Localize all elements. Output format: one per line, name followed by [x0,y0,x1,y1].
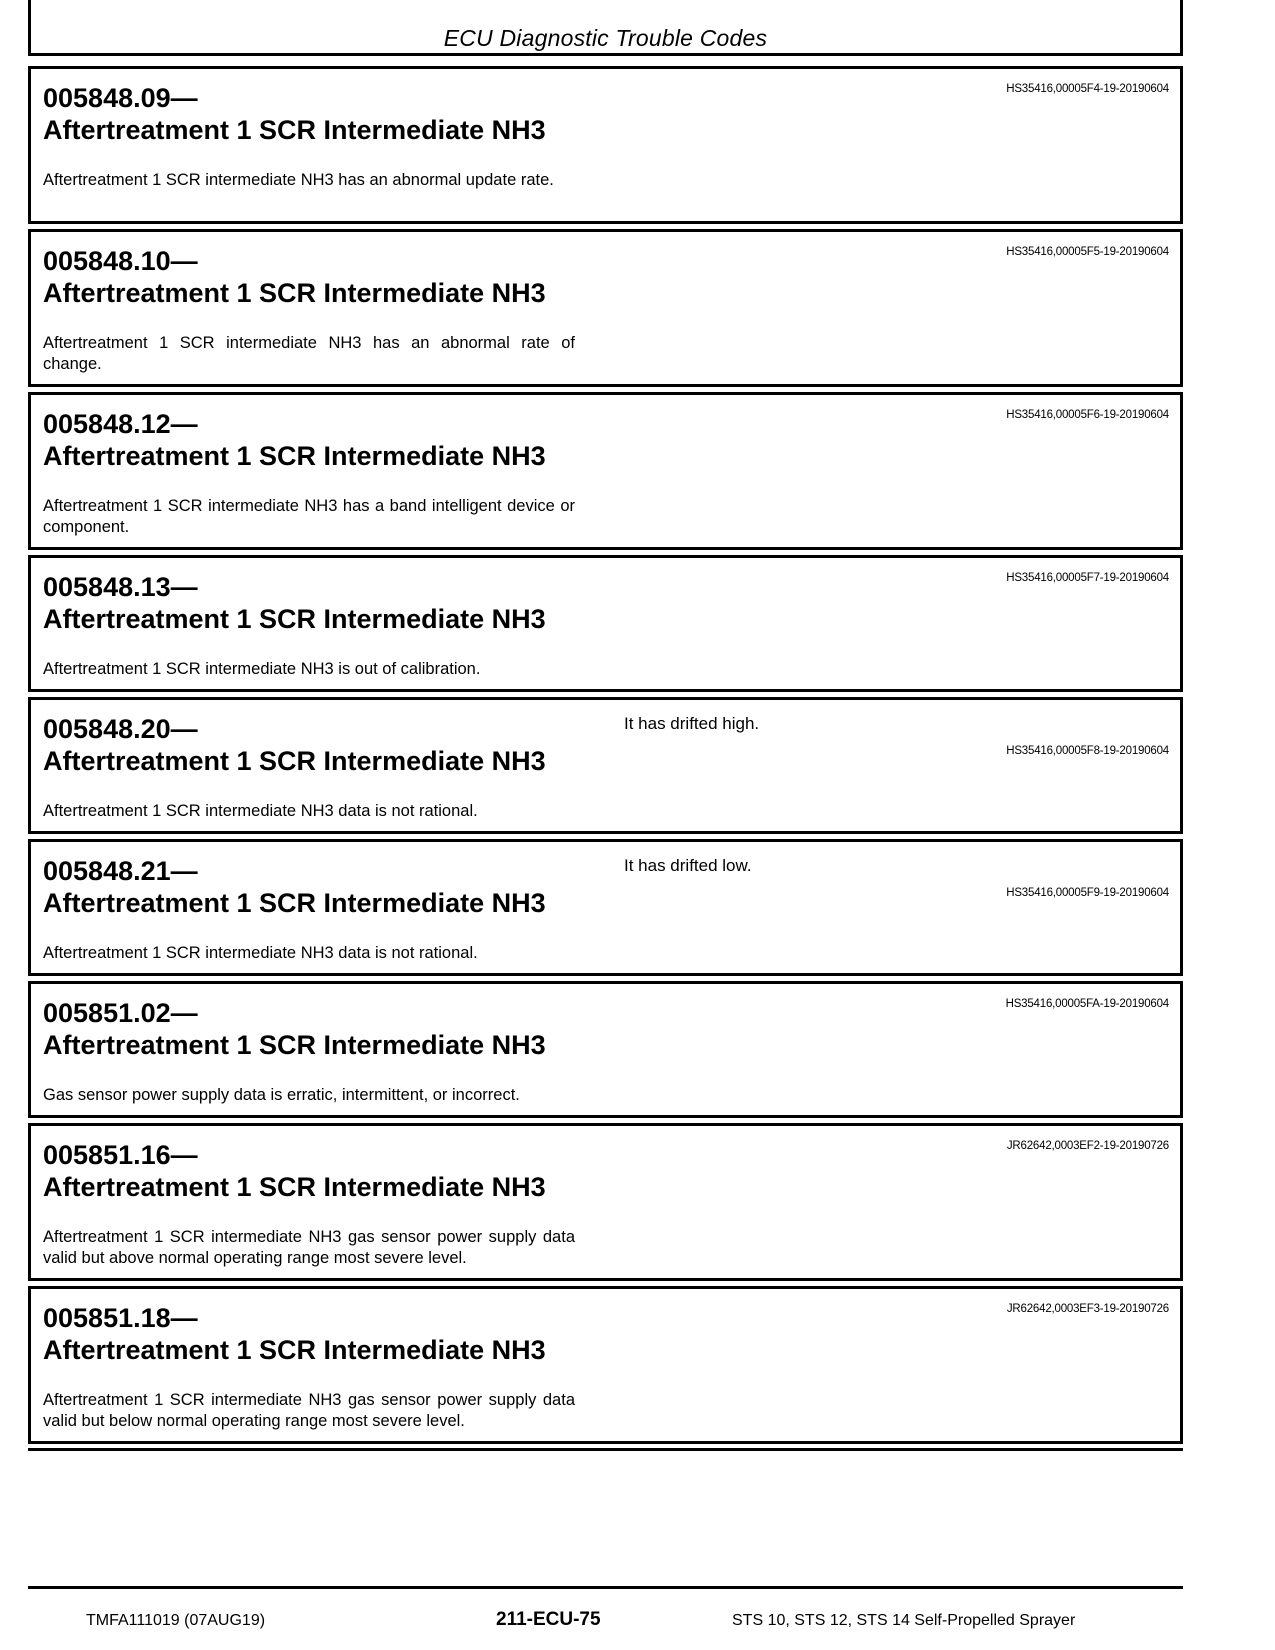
dtc-condition-note: It has drifted high. [624,714,760,733]
dtc-reference: HS35416,00005F7-19-20190604 [1006,572,1169,584]
dtc-description: Aftertreatment 1 SCR intermediate NH3 has a band intelligent device or component. [43,497,575,536]
dtc-section [28,1123,1183,1281]
dtc-section [28,839,1183,976]
dtc-reference: HS35416,00005F6-19-20190604 [1006,409,1169,421]
dtc-section [28,981,1183,1118]
dtc-description: Aftertreatment 1 SCR intermediate NH3 has an abnormal update rate. [43,171,554,189]
dtc-description: Gas sensor power supply data is erratic, intermittent, or incorrect. [43,1086,520,1104]
dtc-description: Aftertreatment 1 SCR intermediate NH3 is out of calibration. [43,660,481,678]
dtc-section [28,555,1183,692]
footer-page-number: 211-ECU-75 [496,1609,601,1630]
dtc-reference: HS35416,00005F8-19-20190604 [1006,745,1169,757]
dtc-reference: HS35416,00005F9-19-20190604 [1006,887,1169,899]
dtc-section [28,392,1183,550]
section-end-rule [28,1448,1183,1451]
dtc-code: 005848.09— [43,83,198,113]
dtc-title: Aftertreatment 1 SCR Intermediate NH3 [43,1172,546,1202]
dtc-code: 005848.13— [43,572,198,602]
dtc-title: Aftertreatment 1 SCR Intermediate NH3 [43,888,546,918]
dtc-reference: JR62642,0003EF2-19-20190726 [1006,1140,1169,1152]
dtc-title: Aftertreatment 1 SCR Intermediate NH3 [43,746,546,776]
dtc-description: Aftertreatment 1 SCR intermediate NH3 gas sensor power supply data valid but above normal operating range most severe level. [43,1228,575,1267]
footer-product: STS 10, STS 12, STS 14 Self-Propelled Sprayer [732,1612,1076,1629]
dtc-title: Aftertreatment 1 SCR Intermediate NH3 [43,278,546,308]
dtc-title: Aftertreatment 1 SCR Intermediate NH3 [43,115,546,145]
dtc-section [28,697,1183,834]
dtc-section [28,66,1183,224]
dtc-description: Aftertreatment 1 SCR intermediate NH3 gas sensor power supply data valid but below normal operating range most severe level. [43,1391,575,1430]
dtc-code: 005848.21— [43,856,198,886]
dtc-reference: HS35416,00005FA-19-20190604 [1005,998,1169,1010]
dtc-title: Aftertreatment 1 SCR Intermediate NH3 [43,604,546,634]
dtc-section [28,229,1183,387]
page-header [28,0,1183,56]
dtc-reference: HS35416,00005F4-19-20190604 [1006,83,1169,95]
dtc-code: 005848.12— [43,409,198,439]
dtc-reference: HS35416,00005F5-19-20190604 [1006,246,1169,258]
dtc-title: Aftertreatment 1 SCR Intermediate NH3 [43,1030,546,1060]
dtc-code: 005851.18— [43,1303,198,1333]
dtc-reference: JR62642,0003EF3-19-20190726 [1006,1303,1169,1315]
dtc-title: Aftertreatment 1 SCR Intermediate NH3 [43,1335,546,1365]
page-title: ECU Diagnostic Trouble Codes [443,25,768,51]
dtc-description: Aftertreatment 1 SCR intermediate NH3 data is not rational. [43,944,478,962]
dtc-section [28,1286,1183,1444]
dtc-condition-note: It has drifted low. [624,856,752,875]
dtc-code: 005848.20— [43,714,198,744]
dtc-code: 005851.02— [43,998,198,1028]
dtc-code: 005848.10— [43,246,198,276]
footer-rule [28,1586,1183,1589]
dtc-code: 005851.16— [43,1140,198,1170]
footer-doc-id: TMFA111019 (07AUG19) [86,1612,266,1629]
dtc-description: Aftertreatment 1 SCR intermediate NH3 has an abnormal rate of change. [43,334,575,373]
dtc-description: Aftertreatment 1 SCR intermediate NH3 data is not rational. [43,802,478,820]
dtc-title: Aftertreatment 1 SCR Intermediate NH3 [43,441,546,471]
